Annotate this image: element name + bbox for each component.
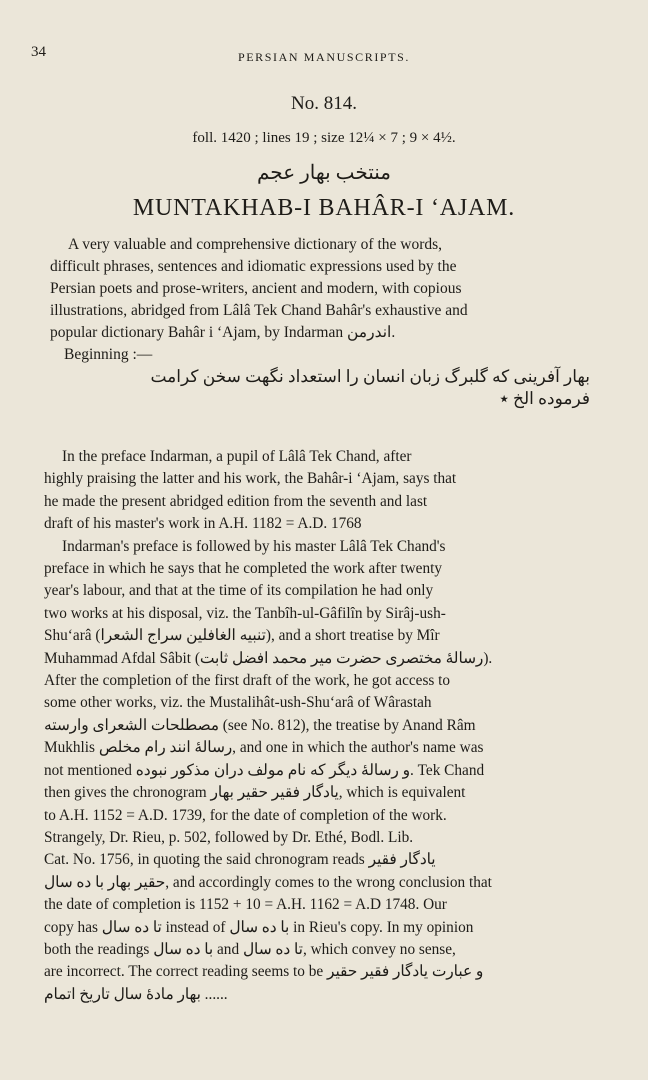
- preface-line: Shu‘arâ (تنبیه الغافلین سراج الشعرا), and a short treatise by Mîr: [44, 627, 440, 645]
- preface-line: حقیر بهار با ده سال, and accordingly comes to the wrong conclusion that: [44, 873, 492, 891]
- preface-line: are incorrect. The correct reading seems to be و عبارت یادگار فقیر حقیر: [44, 963, 484, 981]
- collation-line: foll. 1420 ; lines 19 ; size 12¼ × 7 ; 9 × 4½.: [192, 130, 456, 146]
- preface-line: then gives the chronogram یادگار فقیر حقیر بهار, which is equivalent: [44, 784, 466, 802]
- preface-line: copy has تا ده سال instead of با ده سال in Rieu's copy. In my opinion: [44, 918, 474, 936]
- running-title: PERSIAN MANUSCRIPTS.: [237, 50, 411, 64]
- preface-line: Mukhlis رسالهٔ انند رام مخلص, and one in which the author's name was: [44, 739, 484, 757]
- preface-line: the date of completion is 1152 + 10 = A.H. 1162 = A.D 1748. Our: [44, 896, 447, 914]
- preface-line: In the preface Indarman, a pupil of Lâlâ Tek Chand, after: [62, 448, 412, 465]
- description-line: difficult phrases, sentences and idiomatic expressions used by the: [50, 258, 457, 275]
- preface-line: highly praising the latter and his work, the Bahâr-i ‘Ajam, says that: [44, 470, 457, 488]
- persian-title: منتخب بهار عجم: [256, 162, 392, 184]
- preface-line: After the completion of the first draft of the work, he got access to: [44, 672, 451, 690]
- preface-line: not mentioned و رسالهٔ دیگر که نام مولف دران مذکور نبوده. Tek Chand: [44, 761, 485, 779]
- preface-line: some other works, viz. the Mustalihât-ush-Shu‘arâ of Wârastah: [44, 694, 432, 712]
- preface-line: both the readings با ده سال and تا ده سال, which convey no sense,: [44, 940, 456, 958]
- preface-line: Indarman's preface is followed by his master Lâlâ Tek Chand's: [62, 537, 446, 555]
- description-line: illustrations, abridged from Lâlâ Tek Chand Bahâr's exhaustive and: [50, 302, 468, 319]
- preface-line: بهار مادهٔ سال تاریخ اتمام ......: [44, 985, 228, 1003]
- beginning-persian-line: بهار آفرینی که گلبرگ زبان انسان را استعداد نگهت سخن کرامت: [150, 367, 590, 386]
- work-title: MUNTAKHAB-I BAHÂR-I ‘AJAM.: [132, 195, 516, 221]
- preface-line: Strangely, Dr. Rieu, p. 502, followed by Dr. Ethé, Bodl. Lib.: [44, 828, 414, 846]
- preface-line: he made the present abridged edition from the seventh and last: [44, 492, 428, 510]
- entry-number: No. 814.: [291, 93, 357, 114]
- preface-line: Cat. No. 1756, in quoting the said chronogram reads یادگار فقیر: [44, 851, 436, 869]
- preface-line: مصطلحات الشعرای وارسته (see No. 812), the treatise by Anand Râm: [44, 716, 476, 734]
- beginning-label: Beginning :—: [64, 346, 153, 363]
- preface-line: two works at his disposal, viz. the Tanbîh-ul-Gâfilîn by Sirâj-ush-: [44, 604, 446, 622]
- preface-line: Muhammad Afdal Sâbit (رسالهٔ مختصری حضرت میر محمد افضل ثابت).: [44, 649, 493, 667]
- description-line: Persian poets and prose-writers, ancient and modern, with copious: [50, 280, 462, 297]
- page-number: 34: [31, 44, 46, 60]
- description-block: [50, 234, 590, 410]
- beginning-persian-line: فرموده الخ ٭: [499, 389, 590, 408]
- preface-line: to A.H. 1152 = A.D. 1739, for the date of completion of the work.: [44, 806, 447, 824]
- preface-block: [44, 446, 592, 1006]
- description-line: A very valuable and comprehensive dictionary of the words,: [68, 236, 443, 253]
- preface-line: draft of his master's work in A.H. 1182 = A.D. 1768: [44, 515, 362, 533]
- preface-line: year's labour, and that at the time of its compilation he had only: [44, 582, 434, 600]
- description-line: popular dictionary Bahâr i ‘Ajam, by Indarman اندرمن.: [50, 324, 396, 341]
- preface-line: preface in which he says that he completed the work after twenty: [44, 560, 442, 578]
